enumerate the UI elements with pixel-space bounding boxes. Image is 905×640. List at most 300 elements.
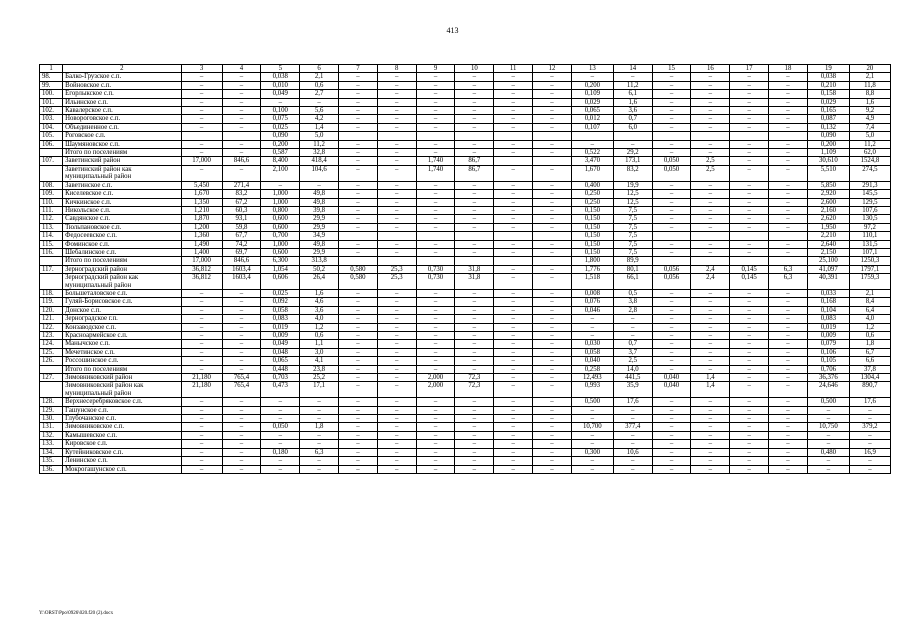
length-value-cell: –	[730, 315, 769, 323]
cost-value-cell: –	[691, 431, 730, 439]
cost-value-cell: –	[377, 365, 416, 373]
cost-value-cell: 4,9	[849, 115, 890, 123]
cost-value-cell: –	[691, 348, 730, 356]
cost-value-cell: –	[222, 115, 261, 123]
length-value-cell: –	[571, 315, 613, 323]
cost-value-cell: 291,3	[849, 181, 890, 189]
cost-value-cell: –	[455, 415, 494, 423]
cost-value-cell: –	[300, 181, 339, 189]
cost-value-cell: 14,0	[613, 365, 652, 373]
cost-value-cell: –	[613, 332, 652, 340]
cost-value-cell: 0,6	[849, 332, 890, 340]
length-value-cell: –	[339, 157, 378, 165]
length-value-cell: –	[494, 90, 533, 98]
length-value-cell: –	[494, 115, 533, 123]
row-number-cell	[40, 382, 63, 398]
length-value-cell: –	[730, 365, 769, 373]
length-value-cell: –	[181, 365, 222, 373]
length-value-cell: 0,250	[571, 198, 613, 206]
length-value-cell: –	[494, 448, 533, 456]
length-value-cell: 0,165	[807, 107, 849, 115]
area-name-cell: Ленинское с.п.	[63, 457, 182, 465]
length-value-cell: –	[261, 415, 300, 423]
cost-value-cell: –	[849, 457, 890, 465]
length-value-cell: –	[416, 298, 455, 306]
row-number-cell: 127.	[40, 374, 63, 382]
table-row	[40, 140, 891, 148]
cost-value-cell: 3,6	[300, 306, 339, 314]
length-value-cell: 0,300	[571, 448, 613, 456]
length-value-cell: 0,040	[571, 357, 613, 365]
length-value-cell: 0,065	[571, 107, 613, 115]
cost-value-cell: –	[613, 415, 652, 423]
cost-value-cell: –	[849, 440, 890, 448]
table-row	[40, 415, 891, 423]
cost-value-cell: –	[533, 123, 572, 131]
length-value-cell: –	[571, 415, 613, 423]
cost-value-cell: –	[769, 73, 808, 81]
cost-value-cell: 0,5	[613, 289, 652, 297]
column-number: 8	[377, 65, 416, 73]
cost-value-cell: –	[455, 223, 494, 231]
length-value-cell: 0,090	[261, 132, 300, 140]
cost-value-cell: –	[377, 423, 416, 431]
length-value-cell: –	[494, 240, 533, 248]
length-value-cell: 36,812	[181, 265, 222, 273]
length-value-cell: –	[339, 423, 378, 431]
length-value-cell: 0,200	[261, 140, 300, 148]
length-value-cell: –	[416, 115, 455, 123]
table-row	[40, 165, 891, 181]
cost-value-cell: –	[222, 73, 261, 81]
cost-value-cell: 26,4	[300, 274, 339, 290]
length-value-cell: 0,056	[652, 274, 691, 290]
cost-value-cell: 313,8	[300, 257, 339, 265]
cost-value-cell: 2,1	[300, 73, 339, 81]
length-value-cell: –	[339, 223, 378, 231]
length-value-cell: –	[416, 123, 455, 131]
length-value-cell: –	[652, 289, 691, 297]
length-value-cell: –	[494, 365, 533, 373]
cost-value-cell: –	[849, 406, 890, 414]
length-value-cell: –	[807, 457, 849, 465]
length-value-cell: 0,049	[261, 340, 300, 348]
length-value-cell: –	[730, 206, 769, 214]
row-number-cell: 114.	[40, 232, 63, 240]
cost-value-cell: 72,3	[455, 374, 494, 382]
cost-value-cell: –	[455, 348, 494, 356]
area-name-cell: Мокрогашунское с.п.	[63, 465, 182, 473]
area-name-cell: Итого по поселениям	[63, 257, 182, 265]
cost-value-cell: –	[377, 315, 416, 323]
cost-value-cell: 765,4	[222, 382, 261, 398]
cost-value-cell: –	[377, 157, 416, 165]
length-value-cell: 0,150	[571, 223, 613, 231]
area-name-cell: Зерноградский район	[63, 265, 182, 273]
length-value-cell: –	[494, 406, 533, 414]
area-name-cell: Донское с.п.	[63, 306, 182, 314]
length-value-cell: 0,587	[261, 149, 300, 157]
column-number: 9	[416, 65, 455, 73]
cost-value-cell: 1797,1	[849, 265, 890, 273]
cost-value-cell	[769, 132, 808, 140]
row-number-cell: 99.	[40, 81, 63, 89]
length-value-cell: 0,008	[571, 289, 613, 297]
length-value-cell: –	[339, 365, 378, 373]
table-row	[40, 382, 891, 398]
length-value-cell: –	[730, 123, 769, 131]
cost-value-cell: –	[377, 140, 416, 148]
length-value-cell: –	[730, 115, 769, 123]
table-row	[40, 181, 891, 189]
cost-value-cell: –	[533, 348, 572, 356]
cost-value-cell: –	[377, 115, 416, 123]
cost-value-cell: –	[533, 431, 572, 439]
cost-value-cell: –	[533, 357, 572, 365]
length-value-cell: 36,376	[807, 374, 849, 382]
cost-value-cell: –	[691, 90, 730, 98]
length-value-cell: –	[416, 248, 455, 256]
column-number: 12	[533, 65, 572, 73]
cost-value-cell: –	[377, 431, 416, 439]
cost-value-cell: 2,5	[691, 165, 730, 181]
cost-value-cell: –	[691, 149, 730, 157]
cost-value-cell: 145,5	[849, 190, 890, 198]
table-row	[40, 73, 891, 81]
length-value-cell: –	[416, 448, 455, 456]
column-number: 3	[181, 65, 222, 73]
cost-value-cell: –	[222, 165, 261, 181]
area-name-cell: Верхнесеребряковское с.п.	[63, 398, 182, 406]
area-name-cell: Киселевское с.п.	[63, 190, 182, 198]
cost-value-cell: 7,5	[613, 215, 652, 223]
length-value-cell: 0,040	[652, 374, 691, 382]
length-value-cell: –	[494, 165, 533, 181]
cost-value-cell: –	[533, 149, 572, 157]
cost-value-cell	[613, 132, 652, 140]
length-value-cell	[730, 132, 769, 140]
length-value-cell: –	[181, 165, 222, 181]
cost-value-cell: –	[691, 415, 730, 423]
length-value-cell: –	[181, 107, 222, 115]
length-value-cell: –	[494, 107, 533, 115]
row-number-cell: 126.	[40, 357, 63, 365]
length-value-cell: 40,391	[807, 274, 849, 290]
table-row	[40, 206, 891, 214]
cost-value-cell: –	[691, 181, 730, 189]
cost-value-cell: –	[455, 123, 494, 131]
cost-value-cell: 31,8	[455, 274, 494, 290]
cost-value-cell: –	[377, 298, 416, 306]
length-value-cell: –	[416, 365, 455, 373]
cost-value-cell: –	[300, 398, 339, 406]
cost-value-cell: –	[222, 81, 261, 89]
row-number-cell: 110.	[40, 198, 63, 206]
cost-value-cell: 25,3	[377, 274, 416, 290]
length-value-cell: –	[181, 340, 222, 348]
cost-value-cell: 441,5	[613, 374, 652, 382]
length-value-cell: –	[339, 332, 378, 340]
column-number-row	[40, 65, 891, 73]
length-value-cell: 10,750	[807, 423, 849, 431]
column-number: 11	[494, 65, 533, 73]
area-name-cell: Заветинский район	[63, 157, 182, 165]
cost-value-cell: 4,0	[300, 315, 339, 323]
cost-value-cell: –	[222, 98, 261, 106]
cost-value-cell: 86,7	[455, 165, 494, 181]
length-value-cell: –	[730, 382, 769, 398]
length-value-cell: –	[416, 406, 455, 414]
length-value-cell: 17,000	[181, 257, 222, 265]
cost-value-cell: 89,9	[613, 257, 652, 265]
length-value-cell: 0,038	[807, 73, 849, 81]
cost-value-cell: –	[377, 340, 416, 348]
table-row	[40, 223, 891, 231]
area-name-cell: Гуляй-Борисовское с.п.	[63, 298, 182, 306]
cost-value-cell: –	[769, 457, 808, 465]
length-value-cell	[339, 232, 378, 240]
length-value-cell: –	[571, 440, 613, 448]
length-value-cell: –	[416, 440, 455, 448]
length-value-cell	[730, 232, 769, 240]
length-value-cell	[652, 132, 691, 140]
row-number-cell: 128.	[40, 398, 63, 406]
length-value-cell: –	[416, 223, 455, 231]
table-row	[40, 465, 891, 473]
cost-value-cell: –	[455, 365, 494, 373]
table-row	[40, 365, 891, 373]
length-value-cell: –	[339, 149, 378, 157]
length-value-cell: –	[652, 357, 691, 365]
cost-value-cell: 50,2	[300, 265, 339, 273]
cost-value-cell: 1,2	[300, 323, 339, 331]
page-number: 413	[446, 26, 459, 35]
cost-value-cell: 271,4	[222, 181, 261, 189]
length-value-cell: –	[652, 323, 691, 331]
cost-value-cell: 274,5	[849, 165, 890, 181]
length-value-cell: 0,010	[261, 81, 300, 89]
length-value-cell: –	[494, 149, 533, 157]
length-value-cell: –	[494, 215, 533, 223]
cost-value-cell: –	[533, 332, 572, 340]
cost-value-cell: –	[377, 406, 416, 414]
cost-value-cell: 2,1	[849, 73, 890, 81]
length-value-cell: –	[652, 240, 691, 248]
row-number-cell: 103.	[40, 115, 63, 123]
cost-value-cell: 1524,8	[849, 157, 890, 165]
table-row	[40, 157, 891, 165]
row-number-cell: 109.	[40, 190, 63, 198]
length-value-cell: 0,079	[807, 340, 849, 348]
length-value-cell: 2,640	[807, 240, 849, 248]
length-value-cell: 0,480	[807, 448, 849, 456]
length-value-cell: –	[730, 223, 769, 231]
area-name-cell: Россошинское с.п.	[63, 357, 182, 365]
cost-value-cell: 2,5	[613, 357, 652, 365]
length-value-cell: –	[339, 165, 378, 181]
cost-value-cell: –	[455, 306, 494, 314]
length-value-cell: 0,150	[571, 248, 613, 256]
length-value-cell: –	[339, 448, 378, 456]
cost-value-cell: –	[769, 123, 808, 131]
length-value-cell: –	[652, 448, 691, 456]
length-value-cell: –	[494, 315, 533, 323]
length-value-cell: 0,025	[261, 123, 300, 131]
cost-value-cell: 130,5	[849, 215, 890, 223]
length-value-cell: 0,083	[807, 315, 849, 323]
length-value-cell: –	[339, 140, 378, 148]
cost-value-cell: 104,6	[300, 165, 339, 181]
cost-value-cell: 110,1	[849, 232, 890, 240]
cost-value-cell: –	[455, 190, 494, 198]
cost-value-cell: –	[691, 465, 730, 473]
length-value-cell: 0,050	[261, 423, 300, 431]
cost-value-cell: –	[533, 415, 572, 423]
cost-value-cell: –	[849, 415, 890, 423]
cost-value-cell: –	[377, 415, 416, 423]
row-number-cell: 108.	[40, 181, 63, 189]
cost-value-cell: –	[455, 332, 494, 340]
table-row	[40, 357, 891, 365]
cost-value-cell: –	[769, 298, 808, 306]
area-name-cell: Роговское с.п.	[63, 132, 182, 140]
cost-value-cell: –	[377, 448, 416, 456]
cost-value-cell: –	[769, 248, 808, 256]
cost-value-cell: 8,4	[849, 298, 890, 306]
length-value-cell: –	[730, 140, 769, 148]
cost-value-cell: 11,2	[613, 81, 652, 89]
area-name-cell: Кичкинское с.п.	[63, 198, 182, 206]
cost-value-cell: 7,4	[849, 123, 890, 131]
length-value-cell: –	[181, 140, 222, 148]
cost-value-cell: –	[691, 240, 730, 248]
row-number-cell: 129.	[40, 406, 63, 414]
length-value-cell: –	[181, 306, 222, 314]
cost-value-cell: –	[533, 423, 572, 431]
length-value-cell: –	[571, 140, 613, 148]
area-name-cell: Мечетинское с.п.	[63, 348, 182, 356]
cost-value-cell: 0,7	[613, 115, 652, 123]
length-value-cell: –	[416, 315, 455, 323]
cost-value-cell: 39,8	[300, 206, 339, 214]
length-value-cell: –	[571, 332, 613, 340]
cost-value-cell: 17,6	[613, 398, 652, 406]
cost-value-cell: 4,0	[849, 315, 890, 323]
length-value-cell: –	[339, 123, 378, 131]
length-value-cell: 0,009	[807, 332, 849, 340]
cost-value-cell: –	[769, 465, 808, 473]
length-value-cell: 25,100	[807, 257, 849, 265]
area-name-cell: Заветинский район как муниципальный район	[63, 165, 182, 181]
cost-value-cell	[533, 157, 572, 165]
length-value-cell: 0,040	[652, 382, 691, 398]
cost-value-cell: 0,7	[613, 340, 652, 348]
row-number-cell: 131.	[40, 423, 63, 431]
area-name-cell: Гашунское с.п.	[63, 406, 182, 414]
table-row	[40, 198, 891, 206]
length-value-cell: –	[494, 415, 533, 423]
length-value-cell: –	[730, 157, 769, 165]
cost-value-cell: –	[222, 340, 261, 348]
length-value-cell: 0,090	[807, 132, 849, 140]
cost-value-cell: 1,6	[613, 98, 652, 106]
cost-value-cell: 62,0	[849, 149, 890, 157]
length-value-cell: –	[730, 149, 769, 157]
cost-value-cell: –	[455, 81, 494, 89]
length-value-cell: –	[339, 382, 378, 398]
area-name-cell: Кавалерское с.п.	[63, 107, 182, 115]
cost-value-cell: –	[769, 115, 808, 123]
cost-value-cell: 6,7	[849, 348, 890, 356]
length-value-cell: –	[652, 348, 691, 356]
cost-value-cell: –	[377, 198, 416, 206]
length-value-cell: 0,250	[571, 190, 613, 198]
length-value-cell: –	[652, 423, 691, 431]
cost-value-cell: –	[691, 206, 730, 214]
cost-value-cell: –	[533, 374, 572, 382]
cost-value-cell: –	[455, 98, 494, 106]
length-value-cell: 0,019	[261, 323, 300, 331]
length-value-cell: –	[652, 457, 691, 465]
cost-value-cell: 23,8	[300, 365, 339, 373]
cost-value-cell: –	[691, 406, 730, 414]
cost-value-cell	[455, 257, 494, 265]
cost-value-cell: –	[377, 73, 416, 81]
table-row	[40, 323, 891, 331]
cost-value-cell: 11,8	[849, 81, 890, 89]
cost-value-cell: 86,7	[455, 157, 494, 165]
cost-value-cell: 1603,4	[222, 274, 261, 290]
cost-value-cell: 1,4	[691, 382, 730, 398]
length-value-cell: –	[494, 440, 533, 448]
length-value-cell: –	[416, 140, 455, 148]
cost-value-cell: –	[613, 457, 652, 465]
cost-value-cell: 890,7	[849, 382, 890, 398]
cost-value-cell: –	[533, 248, 572, 256]
cost-value-cell: –	[300, 431, 339, 439]
cost-value-cell: –	[533, 340, 572, 348]
cost-value-cell: 12,5	[613, 198, 652, 206]
length-value-cell: 1,740	[416, 157, 455, 165]
length-value-cell: 0,730	[416, 265, 455, 273]
length-value-cell: –	[730, 357, 769, 365]
cost-value-cell: –	[222, 90, 261, 98]
length-value-cell: 1,000	[261, 198, 300, 206]
length-value-cell: 21,180	[181, 382, 222, 398]
cost-value-cell: –	[691, 340, 730, 348]
cost-value-cell: –	[377, 323, 416, 331]
length-value-cell: 1,000	[261, 190, 300, 198]
length-value-cell	[730, 257, 769, 265]
cost-value-cell: 49,8	[300, 198, 339, 206]
length-value-cell: –	[261, 181, 300, 189]
cost-value-cell: 2,1	[849, 289, 890, 297]
area-name-cell: Савдянское с.п.	[63, 215, 182, 223]
length-value-cell	[494, 132, 533, 140]
cost-value-cell: 2,4	[691, 274, 730, 290]
cost-value-cell: –	[769, 240, 808, 248]
length-value-cell: 0,993	[571, 382, 613, 398]
cost-value-cell: –	[691, 440, 730, 448]
cost-value-cell: –	[691, 81, 730, 89]
cost-value-cell	[455, 232, 494, 240]
row-number-cell: 117.	[40, 265, 63, 273]
length-value-cell: –	[339, 181, 378, 189]
length-value-cell: –	[730, 107, 769, 115]
length-value-cell: –	[494, 348, 533, 356]
cost-value-cell: 74,2	[222, 240, 261, 248]
cost-value-cell: –	[300, 440, 339, 448]
